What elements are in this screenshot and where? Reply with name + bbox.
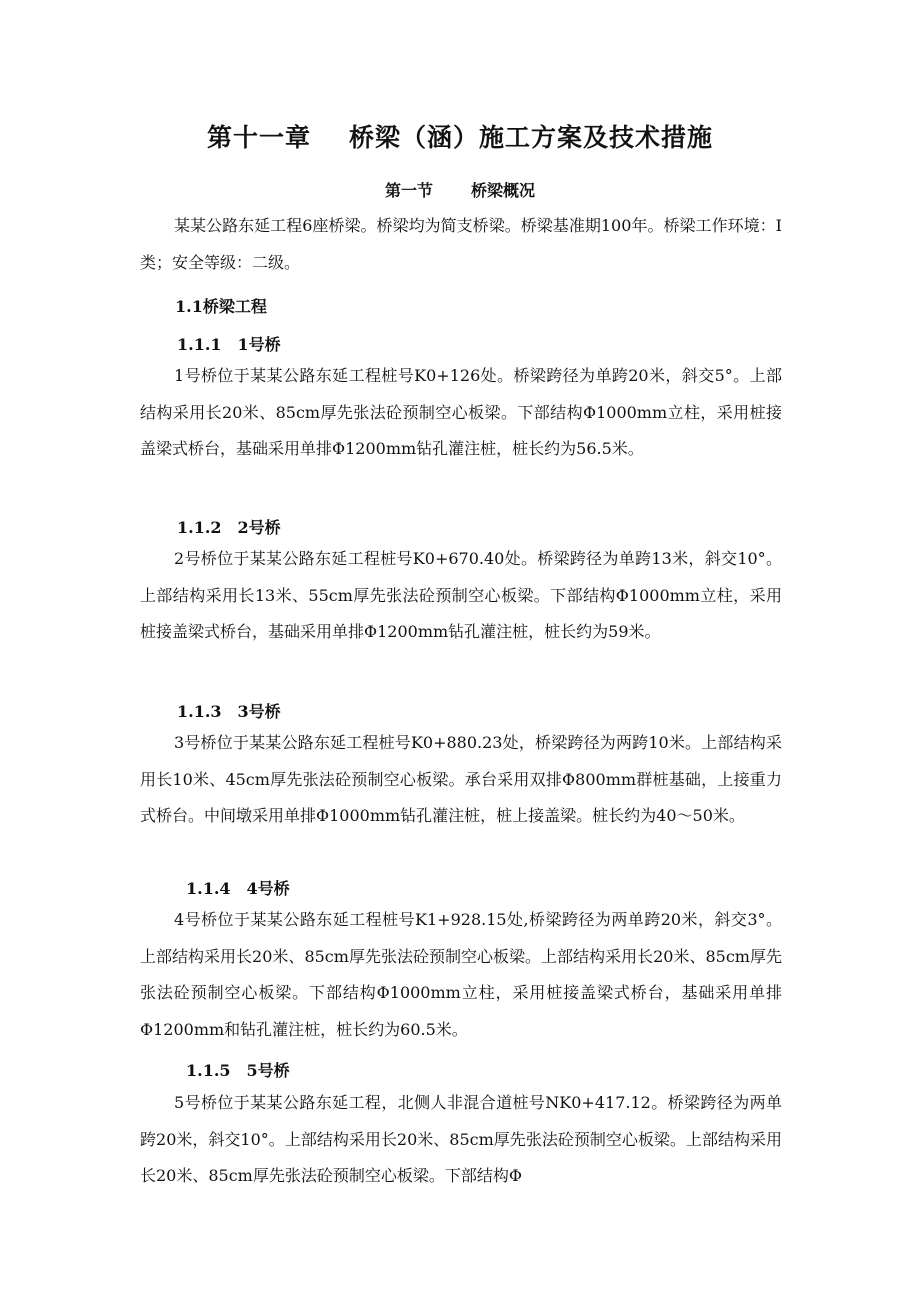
bridge-number: 1.1.2	[177, 518, 222, 537]
bridge-heading	[186, 876, 290, 899]
bridge-heading	[177, 515, 281, 538]
section-title	[0, 178, 920, 201]
chapter-title	[0, 118, 920, 154]
bridge-name: 1号桥	[237, 335, 281, 354]
bridge-number: 1.1.4	[186, 879, 231, 898]
bridge-name: 4号桥	[246, 879, 290, 898]
section-heading: 桥梁概况	[471, 181, 536, 200]
bridge-heading	[186, 1058, 290, 1081]
bridge-paragraph: 4号桥位于某某公路东延工程桩号K1+928.15处,桥梁跨径为两单跨20米，斜交3°。上部结构采用长20米、85cm厚先张法砼预制空心板梁。上部结构采用长20米、85cm厚先张法砼预制空心板梁。下部结构Φ1000mm立柱，采用桩接盖梁式桥台，基础采用单排Φ1200mm和钻孔灌注桩，桩长约为60.5米。	[140, 910, 782, 1039]
intro-paragraph: 某某公路东延工程6座桥梁。桥梁均为简支桥梁。桥梁基准期100年。桥梁工作环境：Ⅰ类；安全等级：二级。	[140, 216, 782, 272]
bridge-heading	[177, 332, 281, 355]
chapter-heading: 桥梁（涵）施工方案及技术措施	[349, 123, 714, 152]
bridge-name: 5号桥	[246, 1061, 290, 1080]
bridge-number: 1.1.3	[177, 702, 222, 721]
section-number: 第一节	[384, 181, 433, 200]
bridge-name: 3号桥	[237, 702, 281, 721]
bridge-number: 1.1.1	[177, 335, 222, 354]
bridge-paragraph: 5号桥位于某某公路东延工程，北侧人非混合道桩号NK0+417.12。桥梁跨径为两单跨20米，斜交10°。上部结构采用长20米、85cm厚先张法砼预制空心板梁。上部结构采用长20米、85cm厚先张法砼预制空心板梁。下部结构Φ	[140, 1093, 782, 1185]
bridge-paragraph: 2号桥位于某某公路东延工程桩号K0+670.40处。桥梁跨径为单跨13米，斜交10°。上部结构采用长13米、55cm厚先张法砼预制空心板梁。下部结构Φ1000mm立柱，采用桩接盖梁式桥台，基础采用单排Φ1200mm钻孔灌注桩，桩长约为59米。	[140, 549, 782, 641]
subsection-title: 1.1桥梁工程	[175, 297, 267, 316]
bridge-number: 1.1.5	[186, 1061, 231, 1080]
bridge-paragraph: 3号桥位于某某公路东延工程桩号K0+880.23处，桥梁跨径为两跨10米。上部结构采用长10米、45cm厚先张法砼预制空心板梁。承台采用双排Φ800mm群桩基础，上接重力式桥台。中间墩采用单排Φ1000mm钻孔灌注桩，桩上接盖梁。桩长约为40～50米。	[140, 733, 782, 825]
bridge-paragraph: 1号桥位于某某公路东延工程桩号K0+126处。桥梁跨径为单跨20米，斜交5°。上部结构采用长20米、85cm厚先张法砼预制空心板梁。下部结构Φ1000mm立柱，采用桩接盖梁式桥台，基础采用单排Φ1200mm钻孔灌注桩，桩长约为56.5米。	[140, 366, 782, 458]
chapter-number: 第十一章	[206, 123, 311, 152]
bridge-heading	[177, 699, 281, 722]
bridge-name: 2号桥	[237, 518, 281, 537]
